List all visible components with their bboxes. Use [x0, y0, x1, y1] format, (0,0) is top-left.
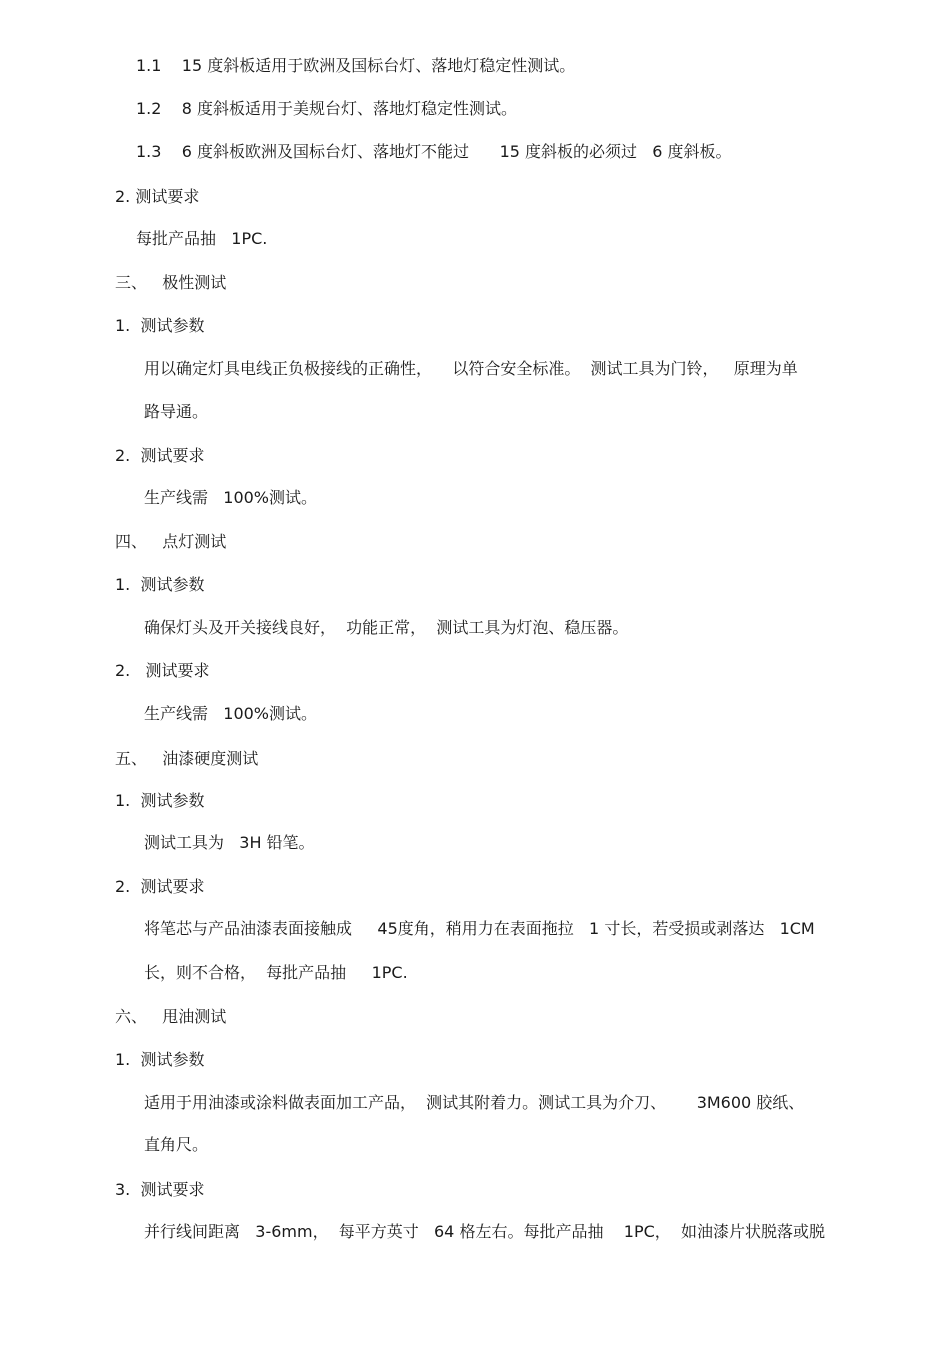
- clause-1-3: 1.3 6 度斜板欧洲及国标台灯、落地灯不能过 15 度斜板的必须过 6 度斜板。: [136, 142, 732, 161]
- paragraph-text: 测试工具为 3H 铅笔。: [144, 833, 315, 852]
- item-test-requirement: 3. 测试要求: [115, 1180, 205, 1199]
- paragraph-text: 直角尺。: [144, 1135, 209, 1154]
- clause-1-2: 1.2 8 度斜板适用于美规台灯、落地灯稳定性测试。: [136, 99, 518, 118]
- item-test-parameters: 1. 测试参数: [115, 791, 205, 810]
- section-heading-lighting: 四、 点灯测试: [115, 532, 227, 551]
- item-test-requirement: 2. 测试要求: [115, 877, 205, 896]
- paragraph-text: 并行线间距离 3-6mm， 每平方英寸 64 格左右。每批产品抽 1PC， 如油漆片状脱落或脱: [144, 1222, 825, 1241]
- item-test-requirement: 2. 测试要求: [115, 446, 205, 465]
- item-test-parameters: 1. 测试参数: [115, 1050, 205, 1069]
- paragraph-text: 长，则不合格， 每批产品抽 1PC.: [144, 963, 408, 982]
- item-test-parameters: 1. 测试参数: [115, 575, 205, 594]
- paragraph-text: 适用于用油漆或涂料做表面加工产品， 测试其附着力。测试工具为介刀、 3M600 胶纸、: [144, 1093, 805, 1112]
- paragraph-text: 将笔芯与产品油漆表面接触成 45度角，稍用力在表面拖拉 1 寸长，若受损或剥落达 1CM: [144, 919, 815, 938]
- section-heading-paint-hardness: 五、 油漆硬度测试: [115, 749, 259, 768]
- paragraph-text: 生产线需 100%测试。: [144, 704, 318, 723]
- clause-1-1: 1.1 15 度斜板适用于欧洲及国标台灯、落地灯稳定性测试。: [136, 56, 576, 75]
- paragraph-text: 确保灯头及开关接线良好， 功能正常， 测试工具为灯泡、稳压器。: [144, 618, 629, 637]
- paragraph-text: 生产线需 100%测试。: [144, 488, 318, 507]
- paragraph-text: 路导通。: [144, 402, 209, 421]
- item-test-requirement: 2. 测试要求: [115, 661, 210, 680]
- paragraph-text: 每批产品抽 1PC.: [136, 229, 268, 248]
- item-test-requirement: 2. 测试要求: [115, 187, 200, 206]
- section-heading-polarity: 三、 极性测试: [115, 273, 227, 292]
- section-heading-oil-test: 六、 甩油测试: [115, 1007, 227, 1026]
- item-test-parameters: 1. 测试参数: [115, 316, 205, 335]
- paragraph-text: 用以确定灯具电线正负极接线的正确性， 以符合安全标准。 测试工具为门铃， 原理为单: [144, 359, 798, 378]
